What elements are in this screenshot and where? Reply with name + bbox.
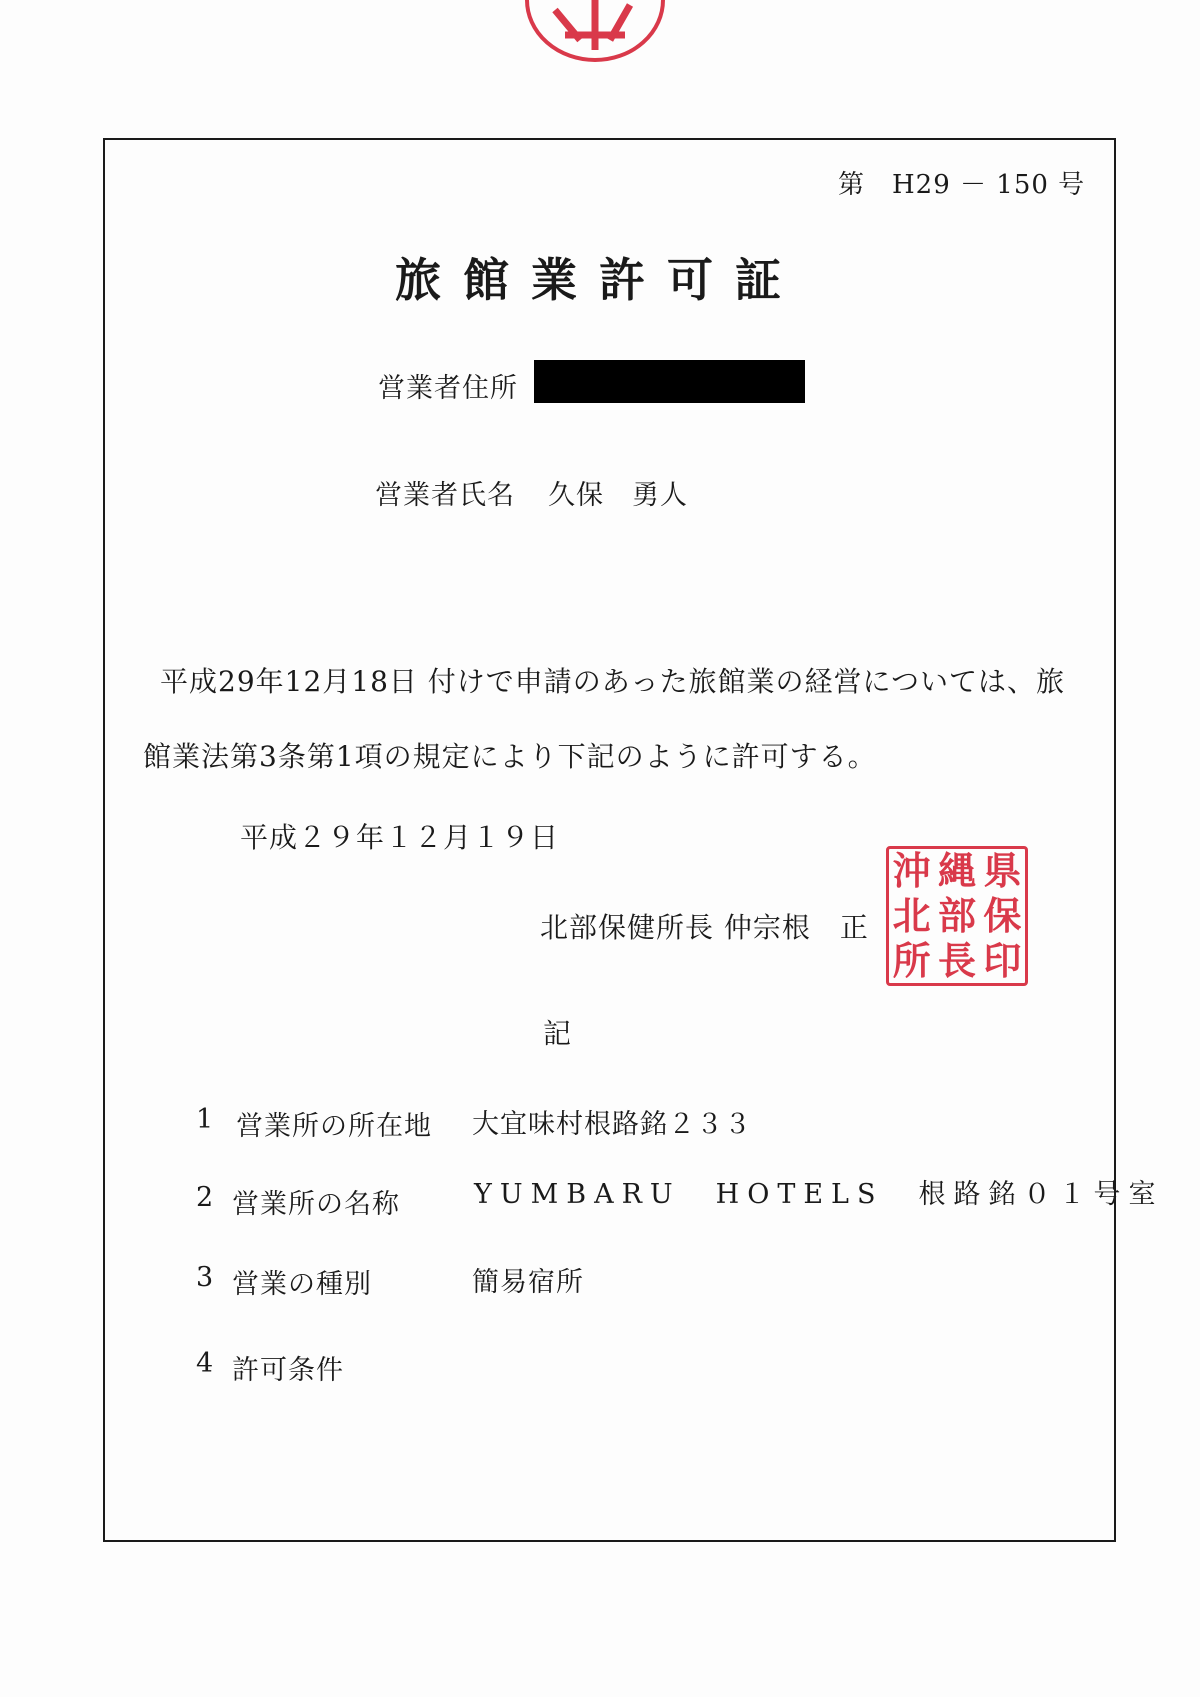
- item-label: 営業所の所在地: [236, 1111, 432, 1142]
- item-number: 3: [196, 1262, 215, 1293]
- item-label: 営業所の名称: [232, 1189, 400, 1220]
- issuer: 北部保健所長 仲宗根 正: [540, 911, 869, 944]
- item-value: 簡易宿所: [472, 1267, 584, 1298]
- item-number: 4: [196, 1348, 215, 1379]
- seal-char: 部: [937, 892, 976, 938]
- document-title: 旅館業許可証: [395, 253, 803, 307]
- seal-char: 県: [983, 848, 1022, 894]
- item-number: 1: [196, 1104, 215, 1135]
- seal-char: 北: [892, 892, 931, 938]
- seal-char: 沖: [892, 848, 931, 894]
- redacted-address: [534, 360, 805, 403]
- seal-char: 印: [983, 937, 1022, 983]
- statement-line-2: 館業法第3条第1項の規定により下記のように許可する。: [143, 740, 877, 773]
- seal-char: 長: [937, 937, 976, 983]
- item-value: 大宜味村根路銘２３３: [472, 1109, 752, 1140]
- operator-address-label: 営業者住所: [378, 373, 518, 404]
- item-value: YUMBARU HOTELS 根路銘０１号室: [474, 1179, 1164, 1210]
- statement-line-1: 平成29年12月18日 付けで申請のあった旅館業の経営については、旅: [160, 665, 1065, 698]
- operator-name-label: 営業者氏名: [375, 480, 515, 511]
- ki-mark: 記: [543, 1017, 573, 1050]
- item-number: 2: [196, 1182, 215, 1213]
- item-label: 許可条件: [232, 1355, 344, 1386]
- seal-char: 縄: [937, 848, 976, 894]
- issue-date: 平成２９年１２月１９日: [240, 821, 560, 854]
- top-stamp-fragment: [520, 0, 670, 80]
- seal-char: 保: [983, 892, 1022, 938]
- official-seal: [886, 846, 1028, 986]
- operator-name: 久保 勇人: [548, 480, 688, 511]
- seal-char: 所: [892, 937, 931, 983]
- item-label: 営業の種別: [232, 1269, 372, 1300]
- permit-number: 第 H29 － 150 号: [838, 170, 1086, 200]
